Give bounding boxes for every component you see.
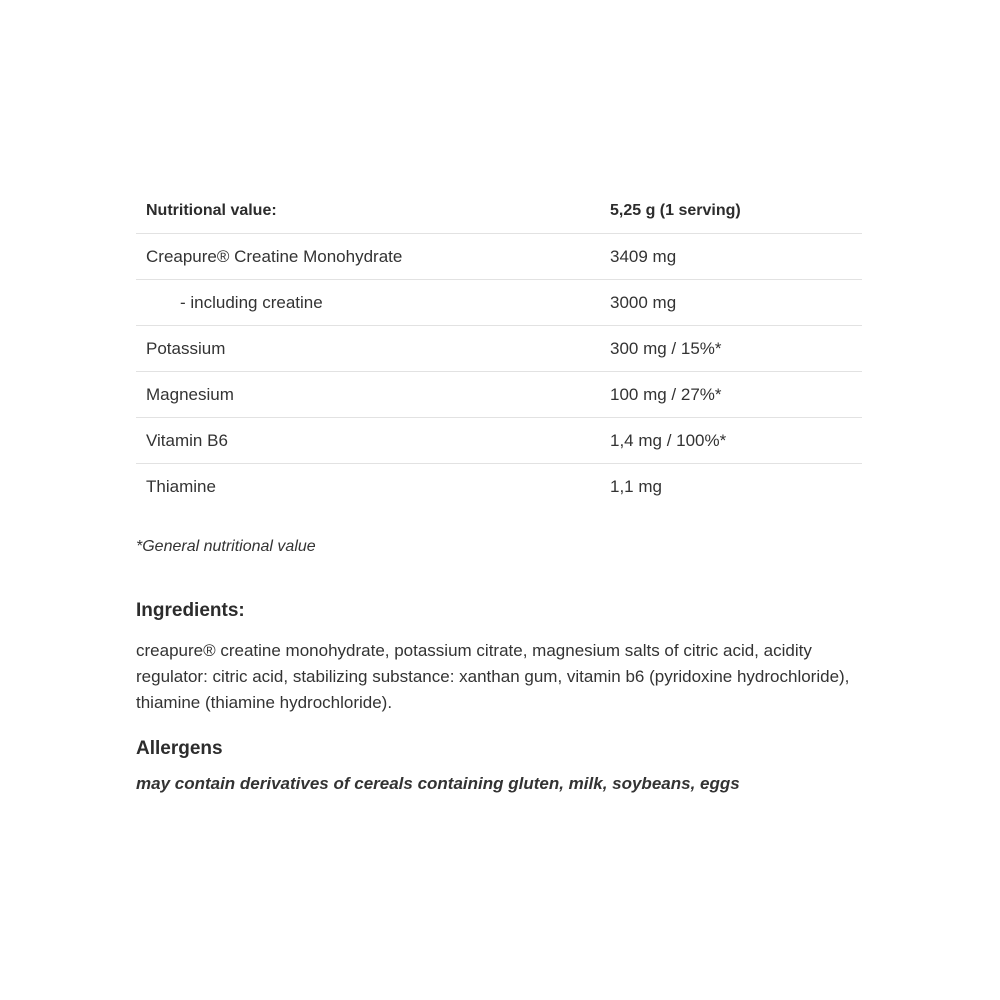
nutrient-name: - including creatine [136, 280, 600, 326]
nutrient-name: Thiamine [146, 476, 216, 496]
nutrition-table [136, 188, 862, 509]
nutrient-amount: 300 mg / 15%* [600, 326, 862, 372]
nutrient-name: Magnesium [136, 372, 600, 418]
table-row [136, 234, 862, 280]
nutrient-amount: 3000 mg [600, 280, 862, 326]
nutrient-amount: 3409 mg [600, 234, 862, 280]
nutrition-header-row [136, 188, 862, 234]
table-row [136, 418, 862, 464]
nutrition-header-serving: 5,25 g (1 serving) [600, 188, 862, 234]
nutrient-name: Vitamin B6 [136, 418, 600, 464]
product-info [136, 188, 862, 794]
table-row [136, 372, 862, 418]
nutrient-amount: 1,1 mg [610, 476, 662, 496]
nutrition-header-label: Nutritional value: [136, 188, 600, 234]
table-row [136, 326, 862, 372]
nutrient-amount: 100 mg / 27%* [600, 372, 862, 418]
nutrient-name: Creapure® Creatine Monohydrate [136, 234, 600, 280]
allergens-heading: Allergens [136, 738, 223, 759]
allergens-text: may contain derivatives of cereals containing gluten, milk, soybeans, eggs [136, 774, 740, 793]
footnote: *General nutritional value [136, 538, 316, 555]
table-row [136, 280, 862, 326]
table-row [136, 464, 862, 510]
nutrient-name: Potassium [136, 326, 600, 372]
ingredients-text: creapure® creatine monohydrate, potassium citrate, magnesium salts of citric acid, acidity regulator: citric acid, stabilizing substance: xanthan gum, vitamin b6 (pyridoxine hydrochloride), thiamine (thiamine hydrochloride). [136, 641, 850, 712]
ingredients-heading: Ingredients: [136, 600, 245, 621]
nutrient-amount: 1,4 mg / 100%* [600, 418, 862, 464]
